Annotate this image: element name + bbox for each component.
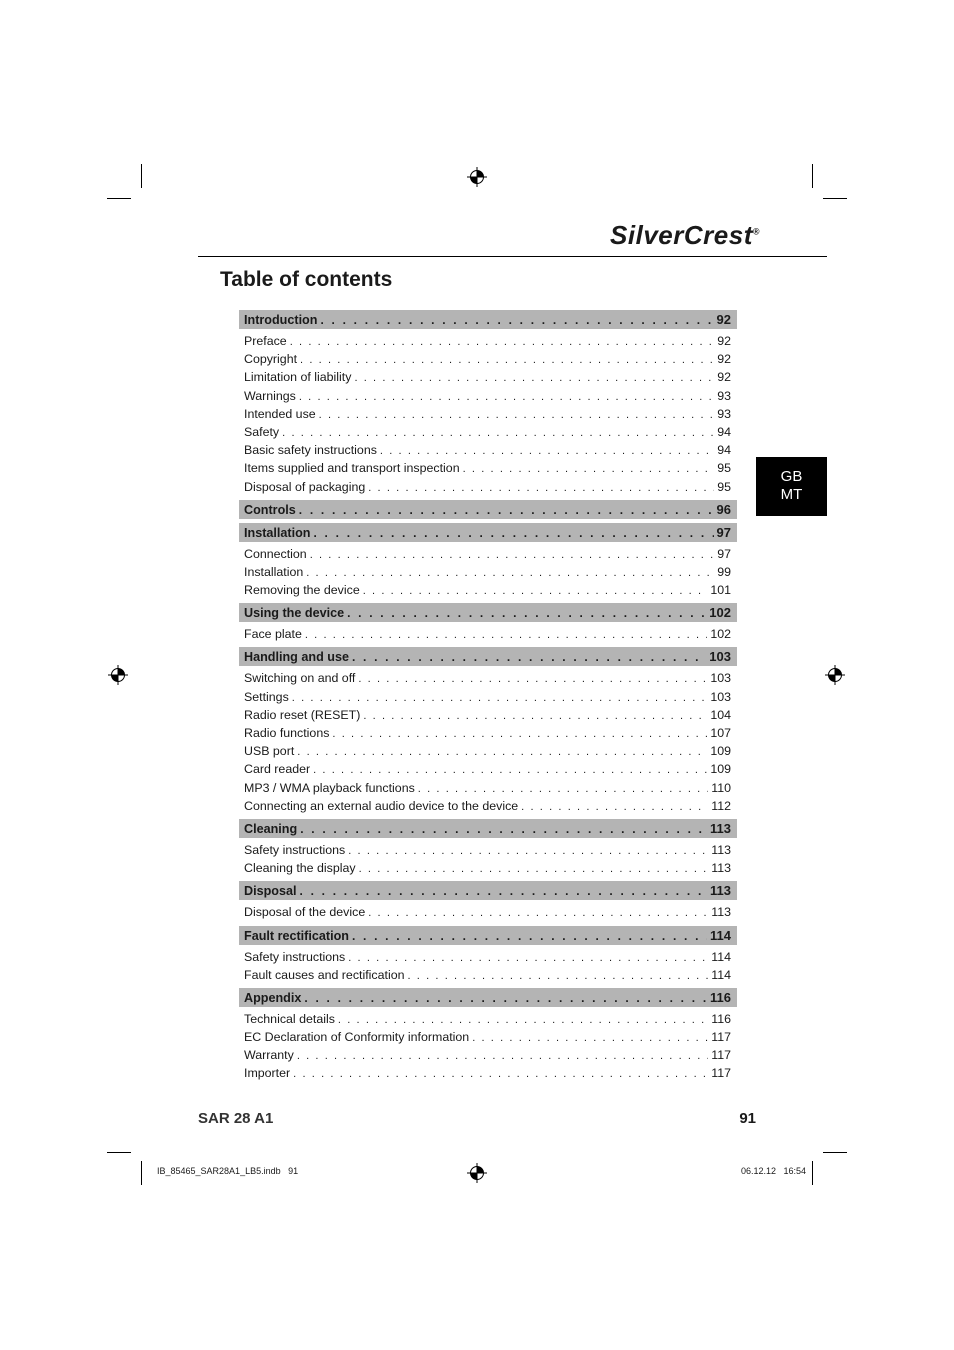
toc-leader-dots bbox=[407, 967, 708, 985]
toc-entry bbox=[239, 459, 737, 477]
toc-title: EC Declaration of Conformity information bbox=[244, 1030, 470, 1045]
toc-section-heading bbox=[239, 926, 737, 945]
crop-mark bbox=[107, 1152, 131, 1153]
toc-page-number: 113 bbox=[711, 905, 731, 920]
toc-leader-dots bbox=[297, 743, 707, 761]
registration-mark-icon bbox=[825, 665, 845, 685]
toc-leader-dots bbox=[282, 424, 714, 442]
toc-leader-dots bbox=[300, 351, 714, 369]
toc-title: Disposal of packaging bbox=[244, 479, 366, 494]
print-slug-file: IB_85465_SAR28A1_LB5.indb 91 bbox=[157, 1166, 299, 1176]
toc-leader-dots bbox=[348, 842, 708, 860]
toc-entry bbox=[239, 742, 737, 760]
crop-mark bbox=[823, 198, 847, 199]
toc-page-number: 114 bbox=[711, 967, 731, 982]
toc-leader-dots bbox=[299, 501, 714, 520]
toc-entry bbox=[239, 423, 737, 441]
language-code: GB bbox=[780, 468, 803, 485]
toc-leader-dots bbox=[319, 406, 715, 424]
registration-mark-icon bbox=[467, 1163, 487, 1183]
toc-title: Warnings bbox=[244, 388, 296, 403]
toc-leader-dots bbox=[300, 882, 708, 901]
toc-title: Card reader bbox=[244, 762, 311, 777]
model-number: SAR 28 A1 bbox=[198, 1110, 274, 1127]
toc-leader-dots bbox=[352, 648, 706, 667]
toc-page-number: 117 bbox=[711, 1048, 731, 1063]
toc-title: Fault causes and rectification bbox=[244, 967, 405, 982]
toc-leader-dots bbox=[354, 369, 714, 387]
toc-entry bbox=[239, 368, 737, 386]
toc-title: Cleaning the display bbox=[244, 861, 356, 876]
crop-mark bbox=[141, 164, 142, 188]
toc-page-number: 107 bbox=[710, 726, 731, 740]
toc-title: Cleaning bbox=[244, 821, 298, 836]
page-title: Table of contents bbox=[220, 268, 393, 291]
toc-title: Introduction bbox=[244, 313, 318, 327]
page-number: 91 bbox=[739, 1110, 756, 1127]
toc-entry bbox=[239, 478, 737, 496]
toc-leader-dots bbox=[521, 798, 708, 816]
crop-mark bbox=[107, 198, 131, 199]
registration-mark-icon bbox=[467, 167, 487, 187]
toc-leader-dots bbox=[297, 1047, 708, 1065]
crop-mark bbox=[812, 164, 813, 188]
toc-title: Controls bbox=[244, 502, 296, 517]
toc-leader-dots bbox=[463, 460, 715, 478]
toc-title: Appendix bbox=[244, 990, 302, 1005]
toc-page-number: 114 bbox=[710, 927, 731, 943]
toc-leader-dots bbox=[338, 1011, 708, 1029]
table-of-contents bbox=[239, 310, 737, 1083]
toc-page-number: 109 bbox=[710, 762, 731, 777]
toc-leader-dots bbox=[363, 582, 708, 600]
toc-section-heading bbox=[239, 819, 737, 838]
toc-leader-dots bbox=[305, 626, 707, 644]
crop-mark bbox=[823, 1152, 847, 1153]
toc-entry bbox=[239, 669, 737, 687]
print-slug-date: 06.12.12 16:54 bbox=[740, 1166, 806, 1176]
toc-title: Technical details bbox=[244, 1011, 335, 1026]
toc-page-number: 117 bbox=[711, 1030, 731, 1045]
toc-entry bbox=[239, 841, 737, 859]
toc-leader-dots bbox=[352, 927, 707, 946]
header-rule bbox=[198, 256, 827, 257]
toc-title: Safety instructions bbox=[244, 842, 346, 857]
toc-page-number: 102 bbox=[710, 627, 731, 642]
toc-entry bbox=[239, 545, 737, 563]
toc-page-number: 94 bbox=[717, 443, 731, 458]
toc-leader-dots bbox=[332, 725, 707, 743]
toc-entry bbox=[239, 387, 737, 405]
toc-leader-dots bbox=[472, 1029, 708, 1047]
toc-leader-dots bbox=[368, 904, 708, 922]
toc-page-number: 113 bbox=[710, 883, 731, 899]
toc-title: USB port bbox=[244, 744, 295, 759]
toc-section-heading bbox=[239, 500, 737, 519]
toc-entry bbox=[239, 1010, 737, 1028]
toc-page-number: 117 bbox=[711, 1066, 731, 1081]
toc-entry bbox=[239, 1028, 737, 1046]
toc-page-number: 95 bbox=[717, 461, 731, 476]
toc-page-number: 101 bbox=[710, 583, 731, 598]
toc-page-number: 99 bbox=[717, 564, 731, 579]
language-tab bbox=[756, 457, 827, 516]
toc-entry bbox=[239, 581, 737, 599]
toc-title: Switching on and off bbox=[244, 671, 356, 686]
toc-entry bbox=[239, 332, 737, 350]
toc-leader-dots bbox=[368, 479, 714, 497]
toc-page-number: 116 bbox=[711, 1011, 731, 1026]
toc-page-number: 95 bbox=[717, 479, 731, 494]
toc-page-number: 102 bbox=[709, 605, 731, 621]
language-code: MT bbox=[780, 486, 803, 503]
toc-leader-dots bbox=[313, 761, 707, 779]
toc-page-number: 114 bbox=[711, 949, 731, 964]
toc-page-number: 92 bbox=[717, 352, 731, 367]
toc-entry bbox=[239, 948, 737, 966]
registration-mark-icon bbox=[108, 665, 128, 685]
toc-page-number: 103 bbox=[710, 689, 731, 704]
toc-page-number: 104 bbox=[710, 707, 731, 722]
toc-title: Items supplied and transport inspection bbox=[244, 461, 460, 476]
toc-section-heading bbox=[239, 881, 737, 900]
toc-section-heading bbox=[239, 988, 737, 1007]
toc-entry bbox=[239, 441, 737, 459]
toc-leader-dots bbox=[363, 707, 707, 725]
toc-entry bbox=[239, 1046, 737, 1064]
toc-title: Copyright bbox=[244, 352, 298, 367]
toc-leader-dots bbox=[300, 820, 707, 839]
toc-section-heading bbox=[239, 310, 737, 329]
toc-entry bbox=[239, 966, 737, 984]
toc-leader-dots bbox=[418, 780, 708, 798]
toc-entry bbox=[239, 903, 737, 921]
toc-title: Face plate bbox=[244, 627, 302, 642]
toc-title: Radio reset (RESET) bbox=[244, 707, 361, 722]
toc-entry bbox=[239, 859, 737, 877]
crop-mark bbox=[812, 1161, 813, 1185]
toc-leader-dots bbox=[290, 333, 715, 351]
toc-leader-dots bbox=[292, 689, 708, 707]
toc-title: Settings bbox=[244, 689, 289, 704]
toc-leader-dots bbox=[293, 1065, 708, 1083]
toc-page-number: 93 bbox=[717, 406, 731, 421]
toc-leader-dots bbox=[313, 524, 713, 543]
toc-entry bbox=[239, 405, 737, 423]
toc-title: Disposal of the device bbox=[244, 905, 366, 920]
toc-leader-dots bbox=[320, 311, 713, 330]
toc-page-number: 94 bbox=[717, 424, 731, 439]
toc-title: Removing the device bbox=[244, 583, 360, 598]
toc-leader-dots bbox=[304, 989, 707, 1008]
toc-page-number: 109 bbox=[710, 744, 731, 759]
toc-title: Intended use bbox=[244, 406, 316, 421]
toc-entry bbox=[239, 563, 737, 581]
toc-page-number: 103 bbox=[710, 671, 731, 686]
toc-page-number: 103 bbox=[709, 649, 731, 665]
toc-page-number: 93 bbox=[717, 388, 731, 403]
toc-title: Connection bbox=[244, 546, 307, 561]
toc-leader-dots bbox=[358, 670, 707, 688]
toc-title: Installation bbox=[244, 525, 311, 540]
toc-entry bbox=[239, 688, 737, 706]
toc-entry bbox=[239, 1064, 737, 1082]
toc-title: Radio functions bbox=[244, 726, 330, 740]
toc-entry bbox=[239, 625, 737, 643]
toc-page-number: 110 bbox=[711, 780, 731, 795]
toc-title: Connecting an external audio device to the device bbox=[244, 798, 519, 813]
toc-leader-dots bbox=[347, 604, 706, 623]
toc-title: Handling and use bbox=[244, 650, 349, 665]
toc-page-number: 97 bbox=[717, 546, 731, 561]
toc-entry bbox=[239, 779, 737, 797]
toc-page-number: 113 bbox=[711, 861, 731, 876]
toc-title: Safety bbox=[244, 424, 280, 439]
toc-section-heading bbox=[239, 647, 737, 666]
toc-title: Warranty bbox=[244, 1048, 294, 1063]
toc-title: Importer bbox=[244, 1066, 291, 1081]
toc-entry bbox=[239, 760, 737, 778]
toc-page-number: 92 bbox=[717, 370, 731, 385]
toc-entry bbox=[239, 724, 737, 742]
toc-section-heading bbox=[239, 523, 737, 542]
toc-title: Safety instructions bbox=[244, 949, 346, 964]
toc-entry bbox=[239, 350, 737, 368]
brand-logo: SilverCrest® bbox=[610, 220, 760, 250]
toc-leader-dots bbox=[348, 949, 708, 967]
toc-section-heading bbox=[239, 603, 737, 622]
toc-title: Limitation of liability bbox=[244, 370, 352, 385]
toc-page-number: 92 bbox=[717, 334, 731, 348]
toc-title: MP3 / WMA playback functions bbox=[244, 780, 415, 795]
toc-leader-dots bbox=[299, 388, 714, 406]
toc-page-number: 113 bbox=[710, 820, 731, 836]
toc-title: Fault rectification bbox=[244, 928, 349, 943]
toc-page-number: 97 bbox=[716, 524, 731, 540]
toc-title: Installation bbox=[244, 564, 304, 579]
toc-page-number: 112 bbox=[711, 798, 731, 813]
toc-leader-dots bbox=[306, 564, 714, 582]
toc-leader-dots bbox=[359, 860, 709, 878]
toc-leader-dots bbox=[310, 546, 715, 564]
toc-title: Disposal bbox=[244, 884, 297, 899]
toc-leader-dots bbox=[380, 442, 714, 460]
toc-entry bbox=[239, 797, 737, 815]
crop-mark bbox=[141, 1161, 142, 1185]
toc-entry bbox=[239, 706, 737, 724]
toc-page-number: 92 bbox=[716, 312, 731, 327]
toc-page-number: 116 bbox=[710, 989, 731, 1005]
toc-page-number: 96 bbox=[716, 501, 731, 517]
toc-title: Preface bbox=[244, 334, 287, 348]
toc-title: Using the device bbox=[244, 606, 345, 621]
toc-title: Basic safety instructions bbox=[244, 443, 377, 458]
toc-page-number: 113 bbox=[711, 842, 731, 857]
